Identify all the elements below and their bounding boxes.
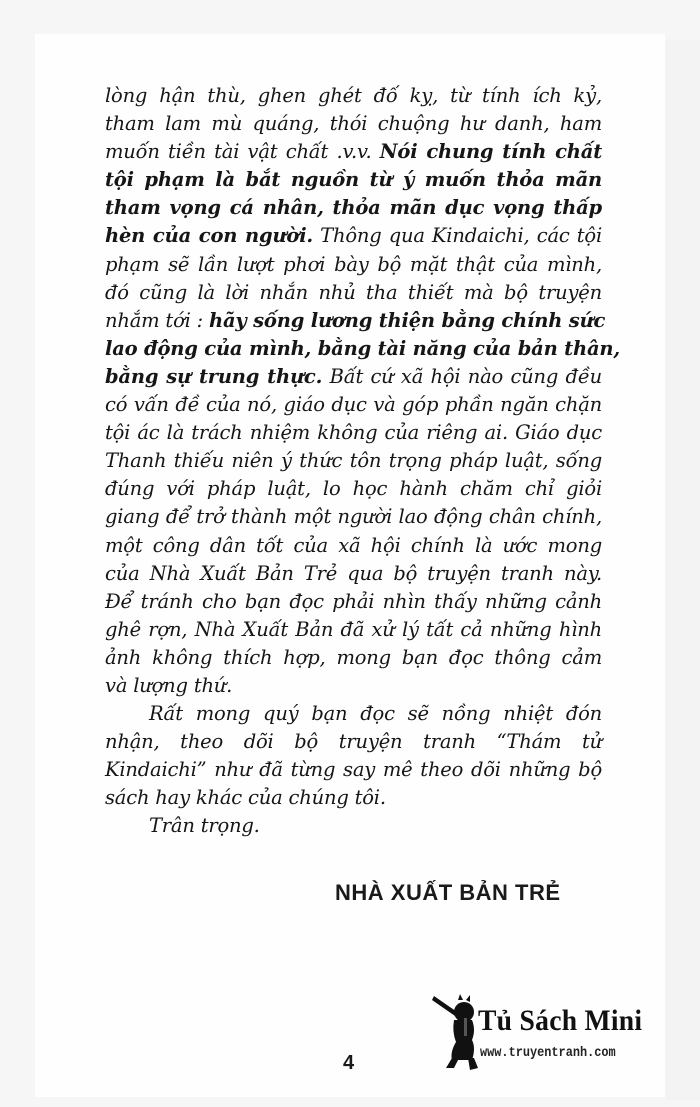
- text-line: [105, 672, 602, 700]
- text-segment: phạm sẽ lần lượt phơi bày bộ mặt thật của mình,: [105, 252, 602, 276]
- text-line: [105, 363, 602, 391]
- page-edge-shadow: [665, 40, 700, 1100]
- text-line: Kindaichi” như đã từng say mê theo dõi những bộ: [105, 758, 602, 782]
- text-segment: đó cũng là lời nhắn nhủ tha thiết mà bộ truyện: [105, 280, 602, 304]
- text-line: nhận, theo dõi bộ truyện tranh “Thám tử: [105, 730, 602, 754]
- text-line: [105, 616, 602, 644]
- text-line: [105, 447, 602, 475]
- text-line: [105, 588, 602, 616]
- text-line: [105, 251, 602, 279]
- text-line: [105, 644, 602, 672]
- text-segment: Bất cứ xã hội nào cũng đều: [322, 364, 602, 388]
- text-line: [105, 194, 602, 222]
- text-line: [105, 279, 602, 307]
- text-line: [105, 560, 602, 588]
- text-segment: có vấn đề của nó, giáo dục và góp phần ngăn chặn: [105, 393, 602, 417]
- text-segment: đúng với pháp luật, lo học hành chăm chỉ giỏi: [105, 477, 602, 501]
- text-line: [105, 222, 602, 250]
- watermark: [432, 992, 682, 1074]
- text-segment: Thanh thiếu niên ý thức tôn trọng pháp luật, sống: [105, 449, 602, 473]
- text-segment: ảnh không thích hợp, mong bạn đọc thông cảm: [105, 645, 602, 669]
- text-line: [105, 82, 602, 110]
- watermark-title: Tủ Sách Mini: [478, 1004, 643, 1037]
- text-segment: lòng hận thù, ghen ghét đố kỵ, từ tính ích kỷ,: [105, 84, 602, 107]
- publisher-signature: NHÀ XUẤT BẢN TRẺ: [335, 880, 561, 905]
- text-segment: và lượng thứ.: [105, 673, 233, 697]
- emphasized-text: hèn của con người.: [105, 224, 313, 248]
- emphasized-text: Nói chung tính chất: [379, 140, 602, 164]
- text-segment: giang để trở thành một người lao động chân chính,: [105, 505, 602, 529]
- closing-text: Trân trọng.: [149, 814, 260, 838]
- emphasized-text: lao động của mình, bằng tài năng của bản thân,: [105, 336, 620, 360]
- emphasized-text: bằng sự trung thực.: [105, 364, 323, 388]
- text-line: Rất mong quý bạn đọc sẽ nồng nhiệt đón: [149, 702, 602, 726]
- emphasized-text: tham vọng cá nhân, thỏa mãn dục vọng thấp: [105, 196, 602, 220]
- text-segment: ghê rợn, Nhà Xuất Bản đã xử lý tất cả những hình: [105, 617, 602, 641]
- page-number: 4: [343, 1052, 355, 1074]
- text-line: [105, 419, 602, 447]
- text-line: [105, 391, 602, 419]
- text-segment: của Nhà Xuất Bản Trẻ qua bộ truyện tranh này.: [105, 561, 602, 585]
- text-line: sách hay khác của chúng tôi.: [105, 786, 386, 810]
- text-segment: Để tránh cho bạn đọc phải nhìn thấy những cảnh: [105, 589, 602, 613]
- text-line: [105, 110, 602, 138]
- text-line: [105, 138, 602, 166]
- text-line: [105, 503, 602, 531]
- text-segment: Thông qua Kindaichi, các tội: [313, 224, 602, 248]
- text-line: [105, 475, 602, 503]
- emphasized-text: tội phạm là bắt nguồn từ ý muốn thỏa mãn: [105, 168, 602, 192]
- text-line: [105, 532, 602, 560]
- text-segment: một công dân tốt của xã hội chính là ước mong: [105, 533, 602, 557]
- body-text: [105, 82, 620, 841]
- text-line: [105, 307, 606, 335]
- text-line: [105, 166, 602, 194]
- emphasized-text: hãy sống lương thiện bằng chính sức: [209, 308, 606, 332]
- watermark-url: www.truyentranh.com: [480, 1045, 616, 1061]
- text-line: [105, 335, 620, 363]
- text-segment: tham lam mù quáng, thói chuộng hư danh, ham: [105, 112, 602, 136]
- text-segment: tội ác là trách nhiệm không của riêng ai. Giáo dục: [105, 421, 602, 445]
- text-segment: muốn tiền tài vật chất .v.v.: [105, 140, 380, 164]
- text-segment: nhắm tới :: [105, 308, 210, 332]
